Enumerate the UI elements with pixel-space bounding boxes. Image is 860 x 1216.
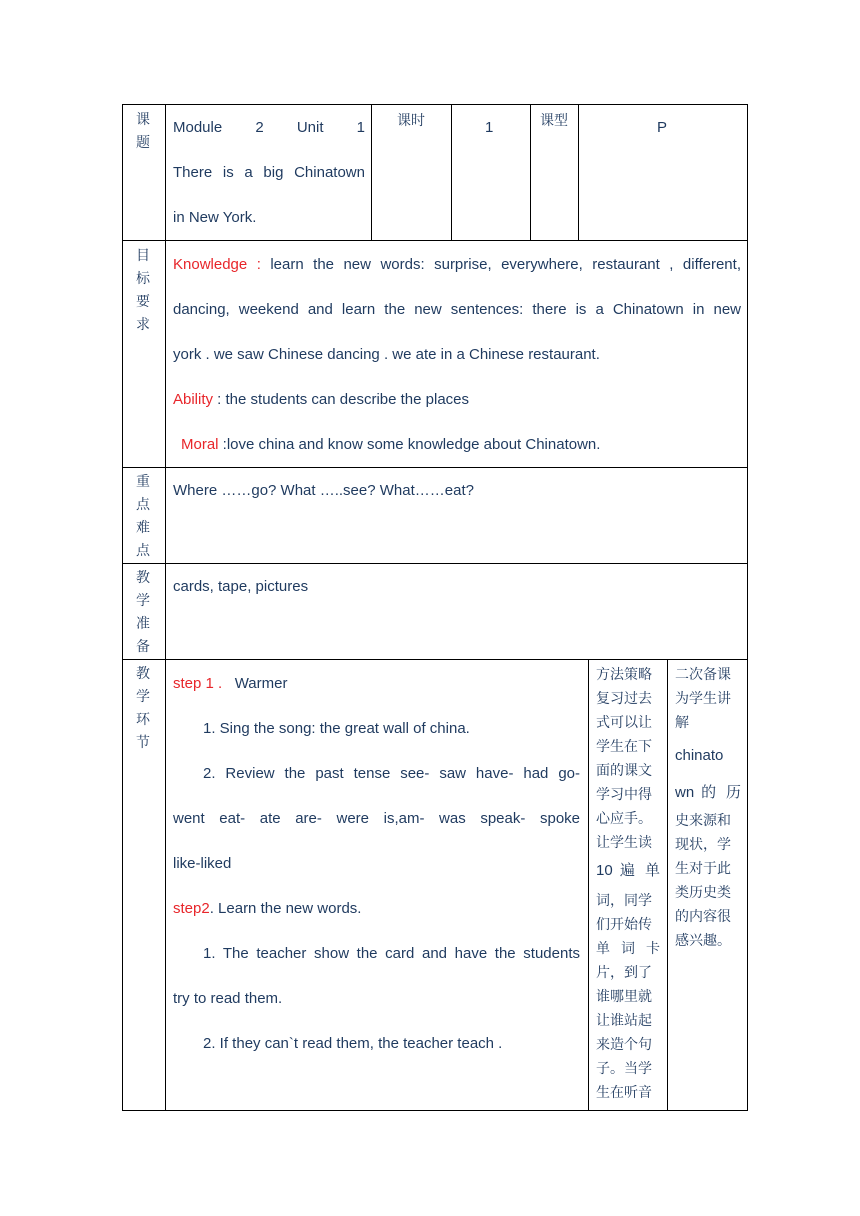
knowledge-line-3: york . we saw Chinese dancing . we ate in a Chinese restaurant.	[173, 346, 600, 363]
step1-item-2-line-3: like-liked	[173, 855, 232, 872]
title-word: Unit	[296, 119, 324, 136]
table-border-row1	[122, 240, 748, 241]
step1-heading	[173, 661, 580, 706]
table-border-row4	[122, 659, 748, 660]
method-line: 片，到了	[596, 964, 652, 980]
method-line: 让学生读	[596, 834, 652, 850]
type-label: 课型	[540, 112, 568, 128]
step1-item-2-line-1: 2. Review the past tense see- saw have- had go-	[203, 765, 580, 782]
title-word: is	[222, 164, 234, 181]
key-points: Where ……go? What …..see? What……eat?	[173, 482, 474, 499]
prep-line: 解	[675, 714, 689, 730]
prep-line: 感兴趣。	[675, 932, 731, 948]
prep-line: chinato	[675, 747, 724, 764]
method-line: 面的课文	[596, 762, 652, 778]
knowledge-line-1	[173, 242, 741, 287]
prep-line: 为学生讲	[675, 690, 731, 706]
step1-label: step 1 .	[173, 675, 223, 692]
row1-label: 课 题	[136, 111, 150, 150]
title-word: 1	[356, 119, 365, 136]
ability-line	[173, 377, 741, 422]
method-line: 谁哪里就	[596, 988, 652, 1004]
method-line: 复习过去	[596, 690, 652, 706]
label-column-divider	[165, 104, 166, 1111]
step2-heading	[173, 886, 580, 931]
row1-divider-c	[530, 104, 531, 241]
row1-divider-a	[371, 104, 372, 241]
knowledge-label: Knowledge :	[173, 256, 261, 273]
row5-divider-a	[588, 659, 589, 1111]
prep-line: 史来源和	[675, 812, 731, 828]
title-word: There	[173, 164, 213, 181]
method-line: 学生在下	[596, 738, 652, 754]
step2-title: . Learn the new words.	[209, 900, 362, 917]
method-line: 们开始传	[596, 916, 652, 932]
moral-line	[173, 422, 741, 467]
method-line: 生在听音	[596, 1084, 652, 1100]
type-value: P	[657, 119, 668, 136]
title-word: big	[263, 164, 284, 181]
objectives	[173, 242, 741, 467]
method-line: 方法策略	[596, 666, 652, 682]
prep-line: wn 的 历	[675, 784, 741, 801]
prep-line: 生对于此	[675, 860, 731, 876]
method-line: 10 遍 单	[596, 862, 660, 879]
title-word: Chinatown	[294, 164, 365, 181]
prep-line: 二次备课	[675, 666, 731, 682]
table-border-right	[747, 104, 748, 1111]
method-line: 式可以让	[596, 714, 652, 730]
table-border-bottom	[122, 1110, 748, 1111]
prep-line: 的内容很	[675, 908, 731, 924]
period-label: 课时	[397, 112, 425, 128]
step2-item-1-line-2: try to read them.	[173, 990, 283, 1007]
row5-divider-b	[667, 659, 668, 1111]
method-line: 子。当学	[596, 1060, 652, 1076]
ability-text: : the students can describe the places	[213, 391, 470, 408]
moral-label: Moral	[181, 436, 219, 453]
moral-text: :love china and know some knowledge about Chinatown.	[218, 436, 601, 453]
row5-label: 教 学 环 节	[136, 665, 150, 750]
title-line-2	[173, 150, 365, 195]
step1-item-2-line-2: went eat- ate are- were is,am- was speak- spoke	[173, 810, 580, 827]
ability-label: Ability	[173, 391, 214, 408]
row1-divider-b	[451, 104, 452, 241]
prep-line: 类历史类	[675, 884, 731, 900]
title-line-3: in New York.	[173, 209, 257, 226]
method-line: 来造个句	[596, 1036, 652, 1052]
method-line: 学习中得	[596, 786, 652, 802]
knowledge-text-1: learn the new words: surprise, everywhere, restaurant , different,	[260, 256, 741, 273]
lesson-title	[173, 105, 365, 240]
step2-item-1-line-1: 1. The teacher show the card and have the students	[203, 945, 580, 962]
second-preparation	[675, 662, 741, 952]
method-strategy	[596, 662, 660, 1104]
method-line: 词，同学	[596, 892, 652, 908]
teaching-materials: cards, tape, pictures	[173, 578, 309, 595]
row2-label: 目 标 要 求	[136, 247, 150, 332]
title-word: Module	[173, 119, 223, 136]
table-border-left	[122, 104, 123, 1111]
title-word: 2	[255, 119, 264, 136]
step1-item-1: 1. Sing the song: the great wall of china.	[203, 720, 470, 737]
knowledge-line-2: dancing, weekend and learn the new sentences: there is a Chinatown in new	[173, 301, 741, 318]
title-word: a	[244, 164, 253, 181]
method-line: 单 词 卡	[596, 940, 660, 956]
method-line: 心应手。	[596, 810, 652, 826]
title-line-1	[173, 105, 365, 150]
teaching-steps	[173, 661, 580, 1066]
step2-label: step2	[173, 900, 210, 917]
row1-divider-d	[578, 104, 579, 241]
step1-title: Warmer	[222, 675, 288, 692]
method-line: 让谁站起	[596, 1012, 652, 1028]
period-value: 1	[485, 119, 494, 136]
row4-label: 教 学 准 备	[136, 569, 150, 654]
prep-line: 现状，学	[675, 836, 731, 852]
step2-item-2: 2. If they can`t read them, the teacher teach .	[203, 1035, 503, 1052]
row3-label: 重 点 难 点	[136, 473, 150, 558]
